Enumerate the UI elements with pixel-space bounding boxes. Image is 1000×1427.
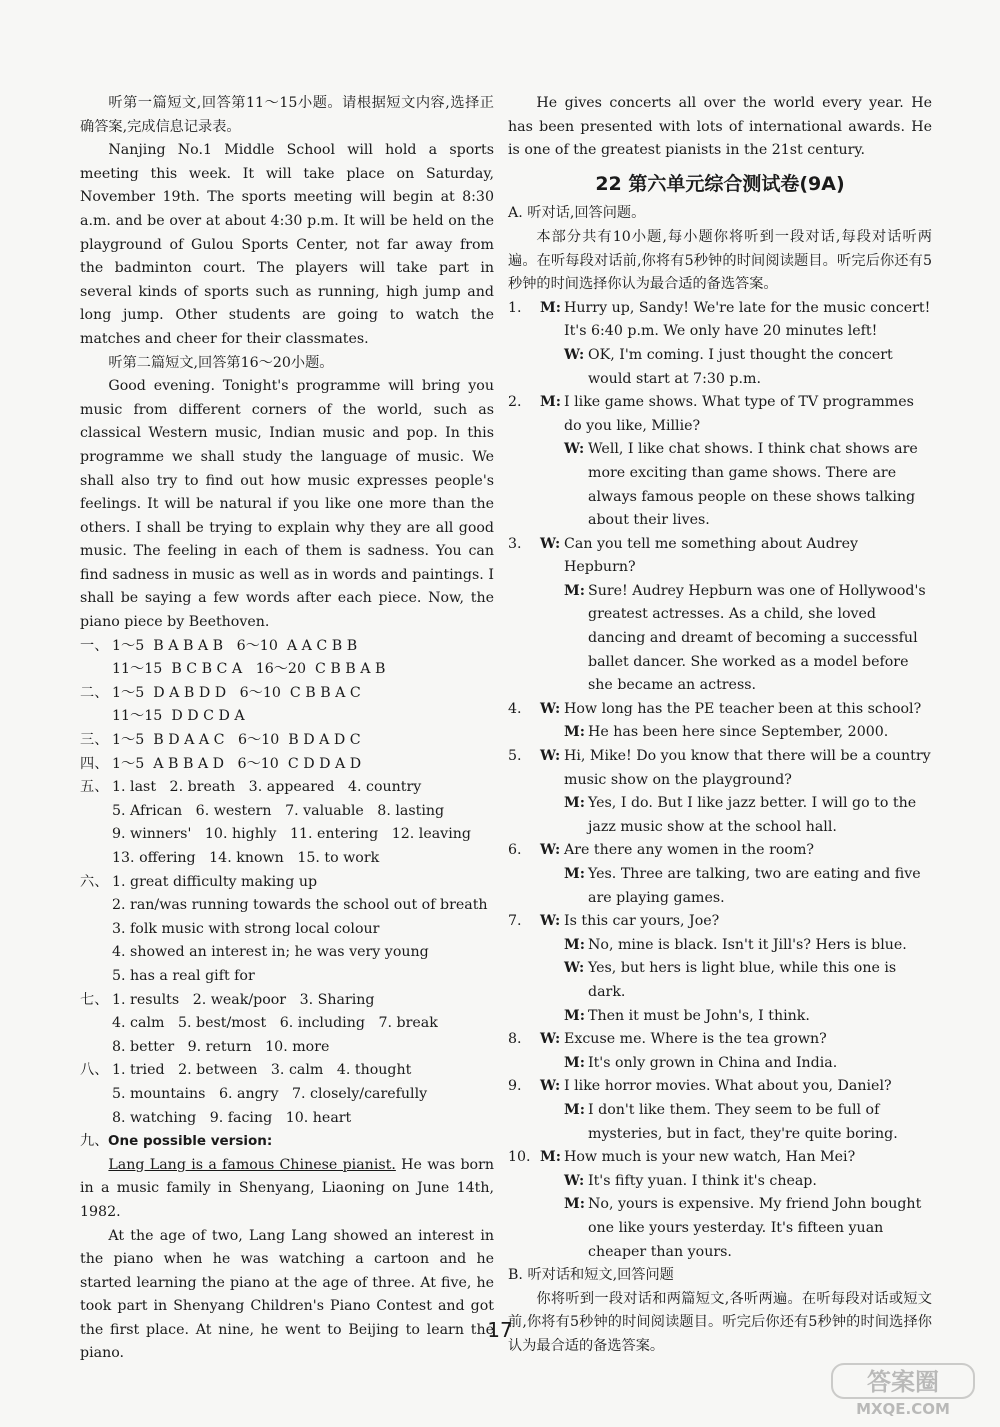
dialogue-text: I don't like them. They seem to be full of mysteries, but in fact, they're quite boring. [588, 1101, 898, 1142]
dialogue-number [532, 438, 564, 532]
answer-section-number [80, 1107, 112, 1131]
dialogue-line [508, 1099, 932, 1146]
answer-row [80, 682, 494, 706]
answer-section-number: 二、 [80, 684, 109, 701]
dialogue-speaker: W: [564, 960, 585, 977]
dialogue-line [508, 1170, 932, 1194]
answer-text: 5. mountains 6. angry 7. closely/carefully [112, 1085, 428, 1102]
dialogue-speaker: W: [540, 535, 561, 552]
dialogue-line [508, 934, 932, 958]
dialogue-number [532, 344, 564, 391]
dialogue-line [508, 1193, 932, 1264]
section-a-title: A. 听对话,回答问题。 [508, 205, 646, 222]
answer-section-number [80, 823, 112, 847]
dialogue-number [532, 934, 564, 958]
dialogue-number [532, 721, 564, 745]
answer-row [80, 658, 494, 682]
dialogue-text: I like horror movies. What about you, Daniel? [564, 1078, 892, 1095]
dialogue-number: 4. [508, 700, 522, 717]
section-label: One possible version: [108, 1133, 273, 1150]
answer-section-number [80, 658, 112, 682]
watermark-text-cn: 答案圈 [867, 1368, 939, 1396]
answer-section-number [80, 965, 112, 989]
dialogue-speaker: W: [540, 700, 561, 717]
dialogue-line [508, 533, 932, 580]
dialogue-number [532, 792, 564, 839]
dialogue-text: How much is your new watch, Han Mei? [564, 1149, 856, 1166]
answer-row [80, 989, 494, 1013]
dialogue-text: How long has the PE teacher been at this school? [564, 700, 922, 717]
dialogue-text: Yes. Three are talking, two are eating and five are playing games. [588, 866, 921, 906]
answer-row [80, 1107, 494, 1131]
dialogue-text: Then it must be John's, I think. [588, 1007, 810, 1024]
dialogue-speaker: M: [564, 1196, 585, 1213]
dialogue-text: No, yours is expensive. My friend John bought one like yours yesterday. It's fifteen yuan cheaper than yours. [588, 1196, 922, 1260]
dialogue-line [508, 957, 932, 1004]
dialogue-text: It's only grown in China and India. [588, 1054, 838, 1071]
essay-paragraph-1-rest: He was born in a music family in Shenyang, Liaoning on June 14th, 1982. [80, 1156, 494, 1220]
dialogue-text: Hi, Mike! Do you know that there will be a country music show on the playground? [564, 748, 931, 788]
answer-section-number [80, 1036, 112, 1060]
dialogue-number [532, 1005, 564, 1029]
dialogue-speaker: W: [540, 748, 561, 765]
dialogue-text: No, mine is black. Isn't it Jill's? Hers is blue. [588, 936, 907, 953]
answer-text: 11～15 D D C D A [112, 708, 245, 725]
answer-row [80, 705, 494, 729]
answer-row [80, 729, 494, 753]
listening-passage-2-intro: 听第二篇短文,回答第16～20小题。 [108, 354, 334, 371]
dialogue-speaker: W: [564, 1172, 585, 1189]
answer-text: 1. last 2. breath 3. appeared 4. country [112, 779, 422, 796]
dialogue-number: 2. [508, 394, 522, 411]
answer-row [80, 635, 494, 659]
dialogue-text: Excuse me. Where is the tea grown? [564, 1031, 827, 1048]
answer-text: 11～15 B C B C A 16～20 C B B A B [112, 661, 386, 678]
dialogue-list [508, 297, 932, 1264]
answer-text: 4. calm 5. best/most 6. including 7. break [112, 1015, 438, 1032]
dialogue-speaker: M: [564, 866, 585, 882]
section-a-instructions: 本部分共有10小题,每小题你将听到一段对话,每段对话听两遍。在听每段对话前,你将有5秒钟的时间阅读题目。听完后你还有5秒钟的时间选择你认为最合适的备选答案。 [508, 228, 932, 293]
answer-text: 1～5 B A B A B 6～10 A A C B B [112, 637, 358, 654]
dialogue-line [508, 745, 932, 792]
answer-row [80, 871, 494, 895]
answer-row [80, 918, 494, 942]
answer-section-number [80, 705, 112, 729]
answer-section-number: 八、 [80, 1062, 109, 1079]
section-b-title: B. 听对话和短文,回答问题 [508, 1267, 674, 1284]
dialogue-line [508, 839, 932, 863]
answer-text: 1～5 A B B A D 6～10 C D D A D [112, 755, 362, 772]
dialogue-line [508, 792, 932, 839]
dialogue-line [508, 1005, 932, 1029]
answer-row [80, 800, 494, 824]
section-9-header [80, 1130, 494, 1154]
watermark-text-url: MXQE.COM [856, 1400, 950, 1418]
dialogue-number: 1. [508, 299, 522, 316]
dialogue-number [532, 1193, 564, 1264]
dialogue-line [508, 698, 932, 722]
dialogue-line [508, 580, 932, 698]
answer-text: 13. offering 14. known 15. to work [112, 850, 380, 866]
dialogue-text: Yes, but hers is light blue, while this one is dark. [588, 960, 897, 1000]
dialogue-speaker: W: [540, 913, 561, 930]
essay-paragraph-1 [80, 1154, 494, 1225]
dialogue-text: Yes, I do. But I like jazz better. I will go to the jazz music show at the school hall. [588, 795, 917, 835]
answer-text: 2. ran/was running towards the school out of breath [112, 897, 488, 914]
answer-section-number [80, 941, 112, 965]
answer-text: 9. winners' 10. highly 11. entering 12. leaving [112, 826, 471, 843]
answer-section-number: 三、 [80, 732, 109, 749]
answer-text: 8. better 9. return 10. more [112, 1038, 330, 1055]
dialogue-text: Is this car yours, Joe? [564, 913, 720, 930]
dialogue-speaker: M: [564, 1101, 585, 1118]
essay-paragraph-3: He gives concerts all over the world every year. He has been presented with lots of international awards. He is one of the greatest pianists in the 21st century. [508, 95, 932, 159]
answer-row [80, 894, 494, 918]
dialogue-line [508, 297, 932, 344]
essay-first-sentence: Lang Lang is a famous Chinese pianist. [108, 1156, 396, 1173]
answer-section-number [80, 918, 112, 942]
answer-section-number [80, 894, 112, 918]
answer-row [80, 1083, 494, 1107]
dialogue-text: Can you tell me something about Audrey Hepburn? [564, 535, 859, 576]
dialogue-number: 8. [508, 1031, 522, 1048]
dialogue-number: 7. [508, 913, 522, 930]
answer-text: 1. results 2. weak/poor 3. Sharing [112, 991, 375, 1008]
answer-row [80, 965, 494, 989]
dialogue-line [508, 863, 932, 910]
answer-row [80, 1036, 494, 1060]
dialogue-number: 5. [508, 748, 522, 765]
answer-text: 4. showed an interest in; he was very young [112, 944, 429, 961]
answer-row [80, 1059, 494, 1083]
answer-key [80, 635, 494, 1130]
section-number: 九、 [80, 1133, 109, 1150]
answer-row [80, 776, 494, 800]
section-b-instructions: 你将听到一段对话和两篇短文,各听两遍。在听每段对话或短文前,你将有5秒钟的时间阅读题目。听完后你还有5秒钟的时间选择你认为最合适的备选答案。 [508, 1290, 932, 1354]
dialogue-text: I like game shows. What type of TV programmes do you like, Millie? [564, 394, 914, 434]
dialogue-number [532, 1052, 564, 1076]
answer-text: 5. African 6. western 7. valuable 8. lasting [112, 802, 445, 819]
dialogue-text: Sure! Audrey Hepburn was one of Hollywood's greatest actresses. As a child, she loved dancing and dreamt of becoming a successful ballet dancer. She worked as a model before she became an actress. [588, 582, 926, 694]
dialogue-speaker: M: [564, 936, 585, 953]
answer-section-number: 五、 [80, 779, 109, 796]
dialogue-speaker: M: [564, 1054, 585, 1071]
answer-section-number: 一、 [80, 637, 109, 654]
answer-section-number: 四、 [80, 755, 109, 772]
dialogue-line [508, 910, 932, 934]
left-column [80, 92, 494, 1366]
dialogue-speaker: M: [540, 299, 561, 316]
answer-text: 3. folk music with strong local colour [112, 920, 380, 937]
answer-row [80, 941, 494, 965]
answer-text: 8. watching 9. facing 10. heart [112, 1109, 352, 1126]
answer-text: 1～5 D A B D D 6～10 C B B A C [112, 684, 361, 701]
dialogue-speaker: W: [564, 346, 585, 363]
dialogue-line [508, 1052, 932, 1076]
dialogue-line [508, 1075, 932, 1099]
dialogue-speaker: M: [564, 582, 585, 599]
right-column [508, 92, 932, 1358]
dialogue-speaker: M: [540, 1149, 561, 1166]
page-number: 17 [487, 1318, 513, 1342]
dialogue-line [508, 344, 932, 391]
answer-section-number [80, 1083, 112, 1107]
dialogue-text: Hurry up, Sandy! We're late for the music concert! It's 6:40 p.m. We only have 20 minutes left! [564, 299, 931, 340]
dialogue-number: 6. [508, 842, 522, 859]
answer-text: 1～5 B D A A C 6～10 B D A D C [112, 732, 361, 749]
dialogue-speaker: W: [564, 441, 585, 458]
dialogue-text: Well, I like chat shows. I think chat shows are more exciting than game shows. There are always famous people on these shows talking about their lives. [588, 441, 918, 529]
answer-section-number [80, 800, 112, 824]
dialogue-line [508, 721, 932, 745]
answer-text: 1. great difficulty making up [112, 873, 318, 890]
dialogue-speaker: M: [540, 394, 561, 411]
dialogue-text: He has been here since September, 2000. [588, 724, 889, 741]
answer-text: 5. has a real gift for [112, 967, 255, 984]
dialogue-line [508, 1028, 932, 1052]
listening-passage-2: Good evening. Tonight's programme will bring you music from different corners of the world, such as classical Western music, Indian music and pop. In this programme we shall study the language of music. We shall also try to find out how music expresses people's feelings. It will be natural if you like one more than the others. I shall be trying to explain why they are all good music. The feeling in each of them is sadness. You can find sadness in music as well as in words and paintings. I shall be saying a few words after each piece. Now, the piano piece by Beethoven. [80, 378, 494, 631]
answer-section-number [80, 847, 112, 871]
answer-row [80, 1012, 494, 1036]
dialogue-number: 3. [508, 535, 522, 552]
answer-row [80, 753, 494, 777]
answer-text: 1. tried 2. between 3. calm 4. thought [112, 1062, 412, 1079]
answer-row [80, 847, 494, 871]
dialogue-text: It's fifty yuan. I think it's cheap. [588, 1172, 817, 1189]
dialogue-line [508, 1146, 932, 1170]
dialogue-text: Are there any women in the room? [564, 842, 815, 859]
dialogue-speaker: W: [540, 842, 561, 859]
answer-section-number [80, 1012, 112, 1036]
dialogue-number [532, 580, 564, 698]
dialogue-number [532, 1170, 564, 1194]
dialogue-line [508, 391, 932, 438]
answer-section-number: 七、 [80, 991, 109, 1008]
dialogue-number [532, 863, 564, 910]
dialogue-number: 10. [508, 1149, 531, 1166]
listening-passage-1: Nanjing No.1 Middle School will hold a sports meeting this week. It will take place on Saturday, November 19th. The sports meeting will begin at 8:30 a.m. and be over at about 4:30 p.m. It will be held on the playground of Gulou Sports Center, not far away from the badminton court. The players will take part in several kinds of sports such as running, high jump and long jump. Other students are going to watch the matches and cheer for their classmates. [80, 142, 494, 347]
dialogue-text: OK, I'm coming. I just thought the concert would start at 7:30 p.m. [588, 346, 893, 387]
dialogue-line [508, 438, 932, 532]
listening-passage-1-intro: 听第一篇短文,回答第11～15小题。请根据短文内容,选择正确答案,完成信息记录表。 [80, 95, 494, 135]
test-title: 22 第六单元综合测试卷(9A) [595, 172, 845, 195]
dialogue-speaker: M: [564, 795, 585, 812]
watermark-logo [828, 1360, 978, 1418]
dialogue-number [532, 957, 564, 1004]
answer-section-number: 六、 [80, 873, 109, 890]
dialogue-speaker: W: [540, 1078, 561, 1095]
answer-row [80, 823, 494, 847]
dialogue-speaker: M: [564, 724, 585, 741]
dialogue-number: 9. [508, 1078, 522, 1095]
dialogue-speaker: M: [564, 1007, 585, 1024]
dialogue-number [532, 1099, 564, 1146]
essay-paragraph-2: At the age of two, Lang Lang showed an interest in the piano when he was watching a cartoon and he started learning the piano at the age of three. At five, he took part in Shenyang Children's Piano Contest and got the first place. At nine, he went to Beijing to learn the piano. [80, 1227, 494, 1362]
dialogue-speaker: W: [540, 1031, 561, 1048]
